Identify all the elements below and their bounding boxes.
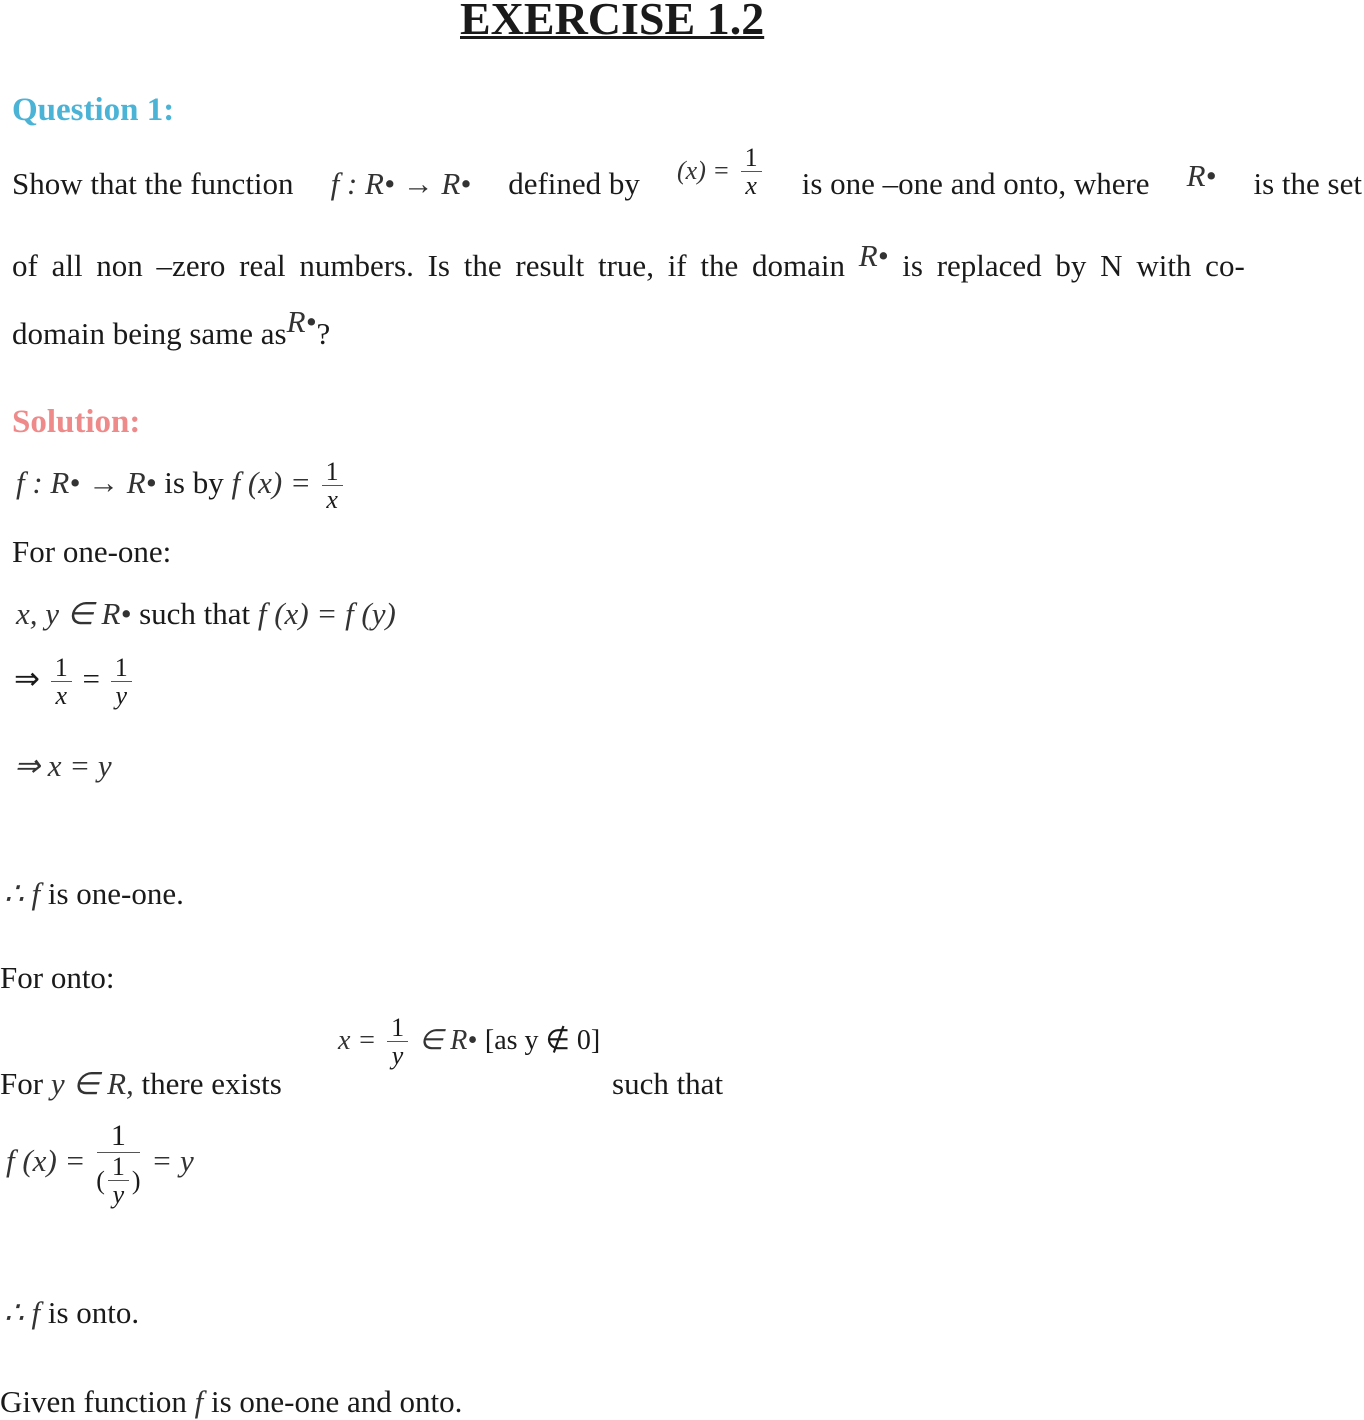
math-map: f : R• → R• <box>330 166 472 201</box>
numerator: 1 <box>111 654 132 682</box>
math: ∈ R• <box>418 1024 478 1056</box>
page-title: EXERCISE 1.2 <box>460 0 765 44</box>
question-heading: Question 1: <box>12 92 175 128</box>
text: such that <box>139 596 251 631</box>
math-rstar: R• <box>1186 158 1217 193</box>
conclusion-one-one <box>4 876 184 912</box>
math-map: f : R• → R• <box>16 464 157 500</box>
denominator: x <box>55 681 67 711</box>
text: is one-one and onto. <box>210 1384 463 1419</box>
fraction <box>322 458 343 514</box>
numerator: 1 <box>387 1014 408 1042</box>
text: Show that the function <box>12 166 294 201</box>
question-line-2 <box>12 238 1362 284</box>
text: ? <box>316 316 331 351</box>
math: = y <box>151 1143 194 1179</box>
onto-such-that: such that <box>612 1066 724 1101</box>
math-fx: f (x) = <box>6 1143 86 1179</box>
math-fx: f (x) = <box>231 464 311 500</box>
question-line-1 <box>12 143 1362 222</box>
onto-heading: For onto: <box>0 960 115 995</box>
math: y ∈ R, <box>50 1066 134 1101</box>
fraction <box>51 654 72 710</box>
fraction <box>741 144 762 200</box>
fraction <box>96 1120 140 1208</box>
denominator: y <box>115 681 127 711</box>
solution-line-5: ⇒ x = y <box>14 748 112 783</box>
conclusion-onto <box>4 1295 139 1331</box>
text: is onto. <box>47 1295 140 1330</box>
text: of all non –zero real numbers. Is the result true, if the domain <box>12 248 845 283</box>
inner-fraction <box>108 1153 129 1209</box>
text: is replaced by N with co- <box>902 248 1245 283</box>
therefore-math: ∴ f <box>4 1295 41 1330</box>
fraction <box>387 1014 408 1070</box>
implies-symbol: ⇒ <box>14 660 40 696</box>
math: f (x) = f (y) <box>257 596 396 631</box>
numerator: 1 <box>108 1153 129 1181</box>
onto-x-def <box>338 1014 600 1070</box>
text: is one-one. <box>47 876 184 911</box>
fraction <box>111 654 132 710</box>
denominator: y <box>112 1179 125 1209</box>
numerator: 1 <box>322 458 343 486</box>
numerator: 1 <box>51 654 72 682</box>
text: there exists <box>141 1066 282 1101</box>
numerator: 1 <box>741 144 762 172</box>
math-lhs: (x) = <box>677 155 730 185</box>
text: For <box>0 1066 44 1101</box>
therefore-math: ∴ f <box>4 876 41 911</box>
solution-line-3 <box>16 596 396 632</box>
text: is by <box>164 464 224 500</box>
math: x = <box>338 1024 377 1056</box>
math: f <box>194 1384 204 1419</box>
denominator: x <box>326 485 338 515</box>
onto-line-2 <box>6 1120 194 1208</box>
text: domain being same as <box>12 316 287 351</box>
final-line <box>0 1384 462 1420</box>
text: is the set <box>1253 166 1362 201</box>
denominator: y <box>391 1041 404 1071</box>
numerator: 1 <box>97 1120 140 1153</box>
text: is one –one and onto, where <box>801 166 1150 201</box>
onto-line-1 <box>0 1066 282 1102</box>
text: Given function <box>0 1384 187 1419</box>
solution-line-1 <box>16 458 346 514</box>
question-line-3 <box>12 304 331 352</box>
math-def <box>677 144 765 200</box>
math-bracket: [as y ∉ 0] <box>484 1024 601 1056</box>
equals: = <box>82 660 100 696</box>
math-rstar: R• <box>286 304 317 339</box>
denominator: x <box>745 171 757 201</box>
denominator: ( $\frac{1}{y}$ ) <box>96 1151 141 1209</box>
math-rstar: R• <box>858 238 889 273</box>
solution-line-4 <box>14 654 135 710</box>
one-one-heading: For one-one: <box>12 534 172 569</box>
text: defined by <box>508 166 640 201</box>
solution-heading: Solution: <box>12 404 141 440</box>
math: x, y ∈ R• <box>16 596 132 631</box>
